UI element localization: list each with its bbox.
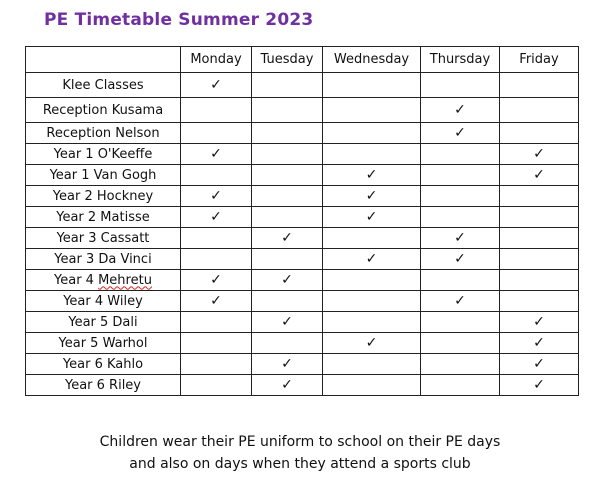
day-cell	[181, 228, 252, 249]
day-cell	[252, 249, 323, 270]
class-name-cell	[26, 354, 181, 375]
table-row	[26, 98, 579, 123]
check-icon: ✓	[210, 292, 222, 309]
class-name: Year 6 Kahlo	[62, 356, 144, 372]
day-cell	[252, 375, 323, 396]
check-icon: ✓	[365, 334, 378, 351]
day-cell	[323, 249, 421, 270]
day-cell	[323, 98, 421, 123]
day-cell	[500, 312, 579, 333]
day-cell	[500, 291, 579, 312]
check-icon: ✓	[454, 250, 466, 267]
day-cell	[181, 73, 252, 98]
check-icon: ✓	[210, 208, 222, 225]
day-cell	[181, 333, 252, 354]
day-cell	[252, 123, 323, 144]
day-cell	[252, 73, 323, 98]
class-name-cell	[26, 312, 181, 333]
day-cell	[421, 291, 500, 312]
day-cell	[323, 165, 421, 186]
day-cell	[323, 228, 421, 249]
class-name: Year 1 Van Gogh	[49, 167, 157, 183]
table-row	[26, 123, 579, 144]
day-cell	[323, 312, 421, 333]
day-cell	[421, 186, 500, 207]
class-name-cell	[26, 98, 181, 123]
day-cell	[181, 270, 252, 291]
class-name-cell	[26, 333, 181, 354]
class-name-cell	[26, 207, 181, 228]
day-cell	[421, 375, 500, 396]
day-header: Tuesday	[252, 47, 323, 73]
day-cell	[500, 270, 579, 291]
timetable-body	[26, 73, 579, 396]
check-icon: ✓	[281, 355, 293, 372]
timetable	[25, 46, 579, 396]
day-cell	[181, 375, 252, 396]
class-name: Year 1 O'Keeffe	[53, 146, 153, 162]
table-row	[26, 291, 579, 312]
day-cell	[323, 73, 421, 98]
check-icon: ✓	[210, 271, 222, 288]
day-cell	[421, 165, 500, 186]
class-name: Reception Kusama	[42, 102, 164, 118]
class-name: Year 5 Warhol	[58, 335, 148, 351]
class-name: Year 6 Riley	[64, 377, 141, 393]
day-cell	[421, 144, 500, 165]
day-cell	[181, 165, 252, 186]
class-name-cell	[26, 270, 181, 291]
check-icon: ✓	[365, 166, 378, 183]
class-name: Year 5 Dali	[68, 314, 138, 330]
day-cell	[252, 312, 323, 333]
day-cell	[421, 73, 500, 98]
day-cell	[323, 375, 421, 396]
day-cell	[323, 207, 421, 228]
day-cell	[500, 73, 579, 98]
day-cell	[500, 207, 579, 228]
day-cell	[500, 333, 579, 354]
day-cell	[181, 186, 252, 207]
class-name-cell	[26, 375, 181, 396]
check-icon: ✓	[281, 271, 293, 288]
class-name-cell	[26, 186, 181, 207]
check-icon: ✓	[533, 334, 545, 351]
day-cell	[421, 123, 500, 144]
class-name: Year 2 Hockney	[52, 188, 154, 204]
day-cell	[421, 98, 500, 123]
check-icon: ✓	[365, 250, 378, 267]
class-name-cell	[26, 249, 181, 270]
table-row	[26, 228, 579, 249]
check-icon: ✓	[281, 313, 293, 330]
table-row	[26, 207, 579, 228]
class-name: Klee Classes	[62, 77, 144, 93]
class-name: Year 4 Mehretu	[54, 272, 152, 288]
corner-cell	[26, 47, 181, 73]
check-icon: ✓	[533, 376, 545, 393]
table-row	[26, 312, 579, 333]
day-cell	[421, 270, 500, 291]
day-cell	[252, 165, 323, 186]
class-name: Year 3 Cassatt	[56, 230, 150, 246]
day-cell	[323, 291, 421, 312]
table-row	[26, 375, 579, 396]
check-icon: ✓	[454, 101, 466, 118]
class-name: Reception Nelson	[46, 125, 160, 141]
check-icon: ✓	[365, 187, 378, 204]
table-row	[26, 165, 579, 186]
footer-note	[0, 431, 600, 475]
day-cell	[323, 354, 421, 375]
check-icon: ✓	[533, 166, 545, 183]
day-cell	[421, 333, 500, 354]
footer-line-1: Children wear their PE uniform to school on their PE days	[99, 434, 501, 450]
day-cell	[323, 270, 421, 291]
day-cell	[181, 291, 252, 312]
check-icon: ✓	[210, 76, 222, 93]
day-cell	[181, 354, 252, 375]
day-cell	[252, 354, 323, 375]
class-name: Year 2 Matisse	[56, 209, 150, 225]
day-cell	[500, 228, 579, 249]
class-name-cell	[26, 165, 181, 186]
day-header: Wednesday	[323, 47, 421, 73]
check-icon: ✓	[281, 376, 293, 393]
day-cell	[500, 249, 579, 270]
table-row	[26, 186, 579, 207]
table-row	[26, 249, 579, 270]
day-cell	[323, 144, 421, 165]
class-name-cell	[26, 144, 181, 165]
class-name-cell	[26, 123, 181, 144]
day-cell	[252, 333, 323, 354]
check-icon: ✓	[454, 124, 466, 141]
day-cell	[500, 165, 579, 186]
class-name: Year 3 Da Vinci	[54, 251, 152, 267]
table-row	[26, 333, 579, 354]
day-cell	[421, 354, 500, 375]
page-title: PE Timetable Summer 2023	[44, 10, 314, 30]
check-icon: ✓	[533, 313, 545, 330]
class-name-cell	[26, 228, 181, 249]
day-cell	[181, 249, 252, 270]
check-icon: ✓	[533, 355, 545, 372]
day-cell	[421, 228, 500, 249]
class-name-cell	[26, 73, 181, 98]
day-cell	[252, 207, 323, 228]
day-cell	[252, 144, 323, 165]
check-icon: ✓	[533, 145, 545, 162]
day-cell	[421, 207, 500, 228]
check-icon: ✓	[210, 187, 222, 204]
table-row	[26, 354, 579, 375]
check-icon: ✓	[454, 229, 466, 246]
check-icon: ✓	[210, 145, 222, 162]
day-cell	[181, 144, 252, 165]
day-cell	[323, 186, 421, 207]
day-cell	[421, 249, 500, 270]
footer-line-2: and also on days when they attend a sports club	[129, 456, 471, 472]
day-cell	[252, 186, 323, 207]
day-cell	[181, 207, 252, 228]
header-row	[26, 47, 579, 73]
day-header: Friday	[500, 47, 579, 73]
day-cell	[181, 98, 252, 123]
class-name: Year 4 Wiley	[63, 293, 143, 309]
day-header: Thursday	[421, 47, 500, 73]
table-row	[26, 73, 579, 98]
day-cell	[500, 354, 579, 375]
day-cell	[500, 98, 579, 123]
day-cell	[500, 186, 579, 207]
day-header: Monday	[181, 47, 252, 73]
check-icon: ✓	[365, 208, 378, 225]
table-row	[26, 270, 579, 291]
day-cell	[323, 123, 421, 144]
day-cell	[500, 375, 579, 396]
day-cell	[252, 98, 323, 123]
table-row	[26, 144, 579, 165]
day-cell	[252, 291, 323, 312]
day-cell	[500, 123, 579, 144]
check-icon: ✓	[454, 292, 466, 309]
check-icon: ✓	[281, 229, 293, 246]
day-cell	[323, 333, 421, 354]
day-cell	[421, 312, 500, 333]
day-cell	[500, 144, 579, 165]
day-cell	[252, 228, 323, 249]
day-cell	[181, 123, 252, 144]
class-name-cell	[26, 291, 181, 312]
day-cell	[181, 312, 252, 333]
day-cell	[252, 270, 323, 291]
